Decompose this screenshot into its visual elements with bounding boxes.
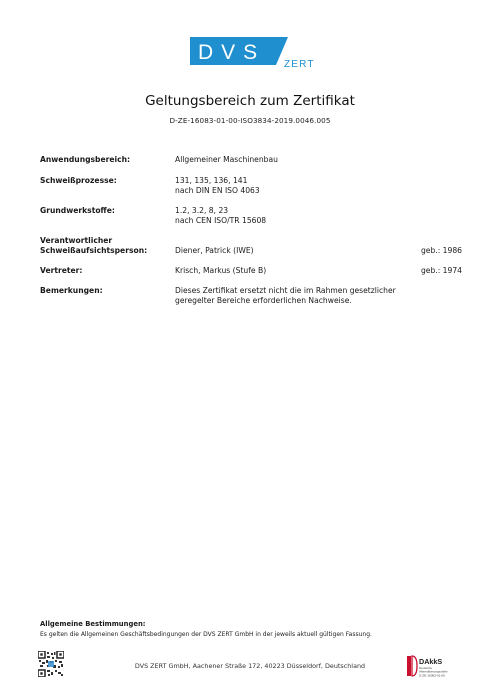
value-line: Krisch, Markus (Stufe B) — [175, 266, 267, 275]
label-line: Verantwortlicher — [40, 236, 113, 245]
field-label: Vertreter: — [40, 266, 83, 275]
field-value — [175, 266, 405, 276]
field-label: Schweißprozesse: — [40, 176, 117, 185]
dakks-accreditation-logo — [404, 652, 466, 680]
field-label: Grundwerkstoffe: — [40, 206, 115, 215]
logo-sub-text: ZERT — [284, 59, 315, 70]
value-line: nach DIN EN ISO 4063 — [175, 186, 260, 195]
value-line: geregelter Bereiche erforderlichen Nachweise. — [175, 296, 352, 305]
field-value — [175, 155, 405, 165]
dakks-line1: Deutsche — [419, 666, 433, 670]
general-terms-text: Es gelten die Allgemeinen Geschäftsbedingungen der DVS ZERT GmbH in der jeweils aktuell gültigen Fassung. — [40, 631, 372, 638]
field-value — [175, 176, 405, 196]
dakks-name: DAkkS — [419, 657, 443, 666]
logo-main-text: DVS — [198, 41, 266, 64]
value-line: nach CEN ISO/TR 15608 — [175, 216, 267, 225]
field-value — [175, 286, 455, 306]
birth-year: geb.: 1986 — [420, 246, 462, 255]
page-title: Geltungsbereich zum Zertifikat — [145, 93, 355, 109]
dakks-line2: Akkreditierungsstelle — [419, 669, 448, 674]
value-line: 1.2, 3.2, 8, 23 — [175, 206, 229, 215]
field-value — [175, 246, 405, 256]
dvs-zert-logo — [190, 37, 330, 71]
field-label — [40, 236, 170, 256]
certificate-number: D-ZE-16083-01-00-ISO3834-2019.0046.005 — [169, 116, 331, 125]
label-line: Schweißaufsichtsperson: — [40, 246, 148, 255]
dakks-line3: D-ZE-16083-01-00 — [419, 673, 445, 678]
value-line: Diener, Patrick (IWE) — [175, 246, 254, 255]
birth-year: geb.: 1974 — [420, 266, 462, 275]
field-value — [175, 206, 405, 226]
value-line: 131, 135, 136, 141 — [175, 176, 248, 185]
value-line: Dieses Zertifikat ersetzt nicht die im Rahmen gesetzlicher — [175, 286, 396, 295]
value-line: Allgemeiner Maschinenbau — [175, 155, 278, 164]
general-terms-title: Allgemeine Bestimmungen: — [40, 620, 146, 628]
field-label: Anwendungsbereich: — [40, 155, 131, 164]
company-address: DVS ZERT GmbH, Aachener Straße 172, 40223 Düsseldorf, Deutschland — [134, 662, 366, 670]
field-label: Bemerkungen: — [40, 286, 103, 295]
